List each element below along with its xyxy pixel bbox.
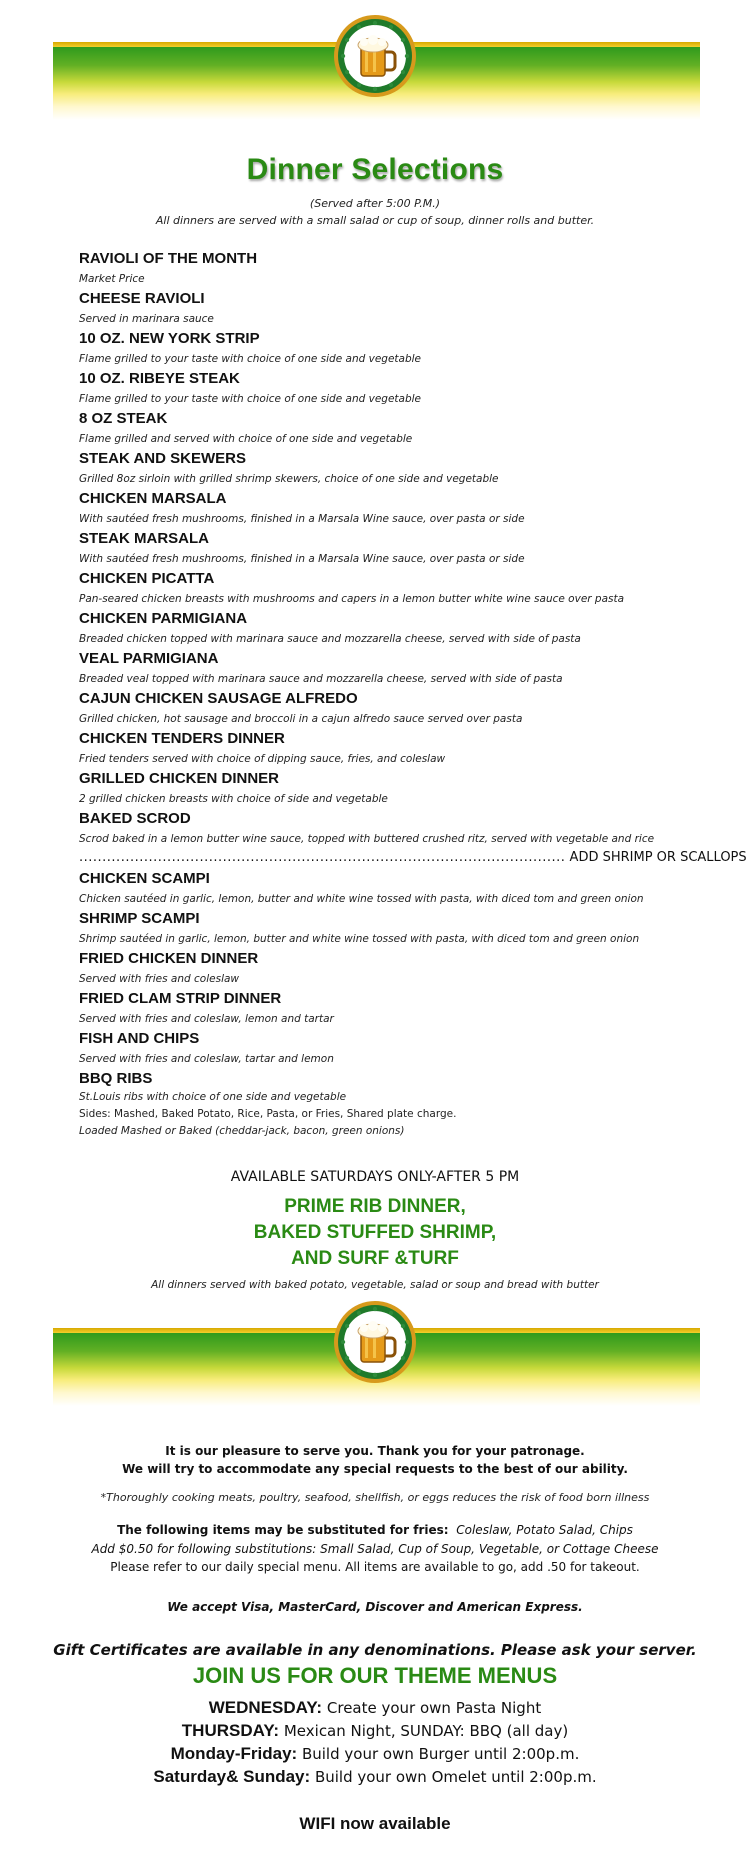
accommodate-line: We will try to accommodate any special requests to the best of our ability. — [122, 1462, 628, 1476]
menu-item — [79, 449, 679, 489]
accepted-cards-line: We accept Visa, MasterCard, Discover and American Express. — [167, 1600, 583, 1614]
menu-item — [79, 949, 679, 989]
menu-item-description: Grilled chicken, hot sausage and broccoli in a cajun alfredo sauce served over pasta — [79, 713, 523, 725]
menu-item-name: STEAK AND SKEWERS — [79, 450, 246, 467]
menu-item-description: Pan-seared chicken breasts with mushrooms and capers in a lemon butter white wine sauce over pasta — [79, 593, 625, 605]
menu-item-name: 10 OZ. RIBEYE STEAK — [79, 370, 240, 387]
menu-item — [79, 769, 679, 809]
theme-text: Create your own Pasta Night — [322, 1699, 542, 1717]
menu-item-name: CAJUN CHICKEN SAUSAGE ALFREDO — [79, 690, 358, 707]
dinner-menu-list — [79, 249, 747, 1140]
menu-item-name: 8 OZ STEAK — [79, 410, 168, 427]
menu-item-name: CHICKEN TENDERS DINNER — [79, 730, 285, 747]
menu-item — [79, 909, 679, 949]
theme-row-weekend — [0, 1767, 750, 1787]
sides-note: Sides: Mashed, Baked Potato, Rice, Pasta, or Fries, Shared plate charge. — [79, 1108, 457, 1120]
saturday-served-with: All dinners served with baked potato, vegetable, salad or soup and bread with butter — [151, 1279, 599, 1291]
menu-item-name: VEAL PARMIGIANA — [79, 650, 219, 667]
menu-item-name: SHRIMP SCAMPI — [79, 910, 200, 927]
food-safety-warning: *Thoroughly cooking meats, poultry, seafood, shellfish, or eggs reduces the risk of food born illness — [100, 1491, 650, 1504]
pleasure-line: It is our pleasure to serve you. Thank you for your patronage. — [165, 1444, 585, 1458]
menu-item-description: Breaded chicken topped with marinara sauce and mozzarella cheese, served with side of pasta — [79, 633, 581, 645]
theme-text: Build your own Omelet until 2:00p.m. — [310, 1768, 597, 1786]
menu-item-name: FRIED CLAM STRIP DINNER — [79, 990, 282, 1007]
menu-item-description: Market Price — [79, 273, 145, 285]
saturday-availability: AVAILABLE SATURDAYS ONLY-AFTER 5 PM — [230, 1169, 520, 1185]
scrod-addon-line — [79, 849, 747, 869]
theme-menus-title: JOIN US FOR OUR THEME MENUS — [192, 1663, 558, 1688]
menu-item-name: GRILLED CHICKEN DINNER — [79, 770, 280, 787]
menu-item — [79, 729, 679, 769]
served-after-note: (Served after 5:00 P.M.) — [309, 197, 441, 210]
beer-mug-logo-icon — [333, 14, 417, 98]
served-with-note: All dinners are served with a small salad or cup of soup, dinner rolls and butter. — [155, 214, 595, 227]
menu-item-name: FISH AND CHIPS — [79, 1030, 200, 1047]
menu-item-description: Scrod baked in a lemon butter wine sauce, topped with buttered crushed ritz, served with vegetable and rice — [79, 833, 655, 845]
menu-item-name: RAVIOLI OF THE MONTH — [79, 250, 258, 267]
menu-item-description: Served with fries and coleslaw, tartar and lemon — [79, 1053, 334, 1065]
menu-item-description: Served with fries and coleslaw — [79, 973, 240, 985]
page-title: Dinner Selections — [246, 153, 504, 186]
menu-item-description: Flame grilled to your taste with choice of one side and vegetable — [79, 353, 421, 365]
menu-item — [79, 1029, 679, 1069]
wifi-notice: WIFI now available — [299, 1814, 451, 1833]
surf-turf-special: AND SURF &TURF — [291, 1248, 459, 1269]
add-shrimp-scallops-label: ADD SHRIMP OR SCALLOPS — [569, 850, 747, 865]
loaded-note: Loaded Mashed or Baked (cheddar-jack, bacon, green onions) — [79, 1125, 405, 1137]
menu-item — [79, 289, 679, 329]
menu-item-description: With sautéed fresh mushrooms, finished in a Marsala Wine sauce, over pasta or side — [79, 553, 525, 565]
menu-item-name: CHICKEN PARMIGIANA — [79, 610, 248, 627]
menu-item — [79, 609, 679, 649]
prime-rib-special: PRIME RIB DINNER, — [284, 1196, 466, 1217]
menu-item-name: BBQ RIBS — [79, 1070, 153, 1087]
menu-item-description: Flame grilled to your taste with choice of one side and vegetable — [79, 393, 421, 405]
menu-item-description: Breaded veal topped with marinara sauce and mozzarella cheese, served with side of pasta — [79, 673, 563, 685]
menu-item — [79, 369, 679, 409]
menu-item — [79, 689, 679, 729]
menu-item-description: Served with fries and coleslaw, lemon and tartar — [79, 1013, 334, 1025]
menu-item-description: Flame grilled and served with choice of one side and vegetable — [79, 433, 413, 445]
theme-day: Saturday& Sunday: — [153, 1767, 311, 1786]
menu-item-name: 10 OZ. NEW YORK STRIP — [79, 330, 260, 347]
gift-certificate-line: Gift Certificates are available in any denominations. Please ask your server. — [53, 1641, 697, 1659]
menu-item — [79, 869, 679, 909]
menu-item-description: Fried tenders served with choice of dipping sauce, fries, and coleslaw — [79, 753, 446, 765]
menu-item-name: CHEESE RAVIOLI — [79, 290, 205, 307]
theme-row-monday-friday — [0, 1744, 750, 1764]
menu-item — [79, 489, 679, 529]
menu-item-description: With sautéed fresh mushrooms, finished in a Marsala Wine sauce, over pasta or side — [79, 513, 525, 525]
add-substitution-line: Add $0.50 for following substitutions: Small Salad, Cup of Soup, Vegetable, or Cottage Cheese — [91, 1542, 659, 1556]
menu-item — [79, 1069, 679, 1106]
menu-item — [79, 529, 679, 569]
menu-item-description: Grilled 8oz sirloin with grilled shrimp skewers, choice of one side and vegetable — [79, 473, 499, 485]
theme-row-thursday — [0, 1721, 750, 1741]
theme-text: Mexican Night, SUNDAY: BBQ (all day) — [279, 1722, 569, 1740]
menu-item — [79, 249, 679, 289]
theme-row-wednesday — [0, 1698, 750, 1718]
menu-item — [79, 649, 679, 689]
theme-day: WEDNESDAY: — [208, 1698, 323, 1717]
menu-item — [79, 409, 679, 449]
menu-item — [79, 809, 679, 849]
baked-stuffed-shrimp-special: BAKED STUFFED SHRIMP, — [253, 1222, 497, 1243]
menu-item-description: Chicken sautéed in garlic, lemon, butter and white wine tossed with pasta, with diced tom and green onion — [79, 893, 644, 905]
menu-item — [79, 569, 679, 609]
menu-item-name: FRIED CHICKEN DINNER — [79, 950, 259, 967]
menu-item — [79, 989, 679, 1029]
menu-item-name: CHICKEN PICATTA — [79, 570, 215, 587]
menu-item-description: Shrimp sautéed in garlic, lemon, butter and white wine tossed with pasta, with diced tom and green onion — [79, 933, 640, 945]
daily-special-line: Please refer to our daily special menu. All items are available to go, add .50 for takeout. — [110, 1560, 640, 1574]
menu-item-description: 2 grilled chicken breasts with choice of side and vegetable — [79, 793, 388, 805]
menu-item-name: CHICKEN SCAMPI — [79, 870, 210, 887]
menu-item-name: STEAK MARSALA — [79, 530, 209, 547]
theme-text: Build your own Burger until 2:00p.m. — [297, 1745, 580, 1763]
theme-day: THURSDAY: — [181, 1721, 280, 1740]
substitution-items: Coleslaw, Potato Salad, Chips — [456, 1523, 633, 1537]
beer-mug-logo-icon — [333, 1300, 417, 1384]
substitution-line — [0, 1523, 750, 1537]
menu-item-name: BAKED SCROD — [79, 810, 191, 827]
menu-item-description: St.Louis ribs with choice of one side and vegetable — [79, 1091, 347, 1103]
menu-item-description: Served in marinara sauce — [79, 313, 214, 325]
menu-item — [79, 329, 679, 369]
theme-day: Monday-Friday: — [170, 1744, 298, 1763]
menu-item-name: CHICKEN MARSALA — [79, 490, 227, 507]
dot-leader: ......................................................................................................... — [79, 850, 566, 865]
substitution-label: The following items may be substituted for fries: — [117, 1523, 449, 1537]
